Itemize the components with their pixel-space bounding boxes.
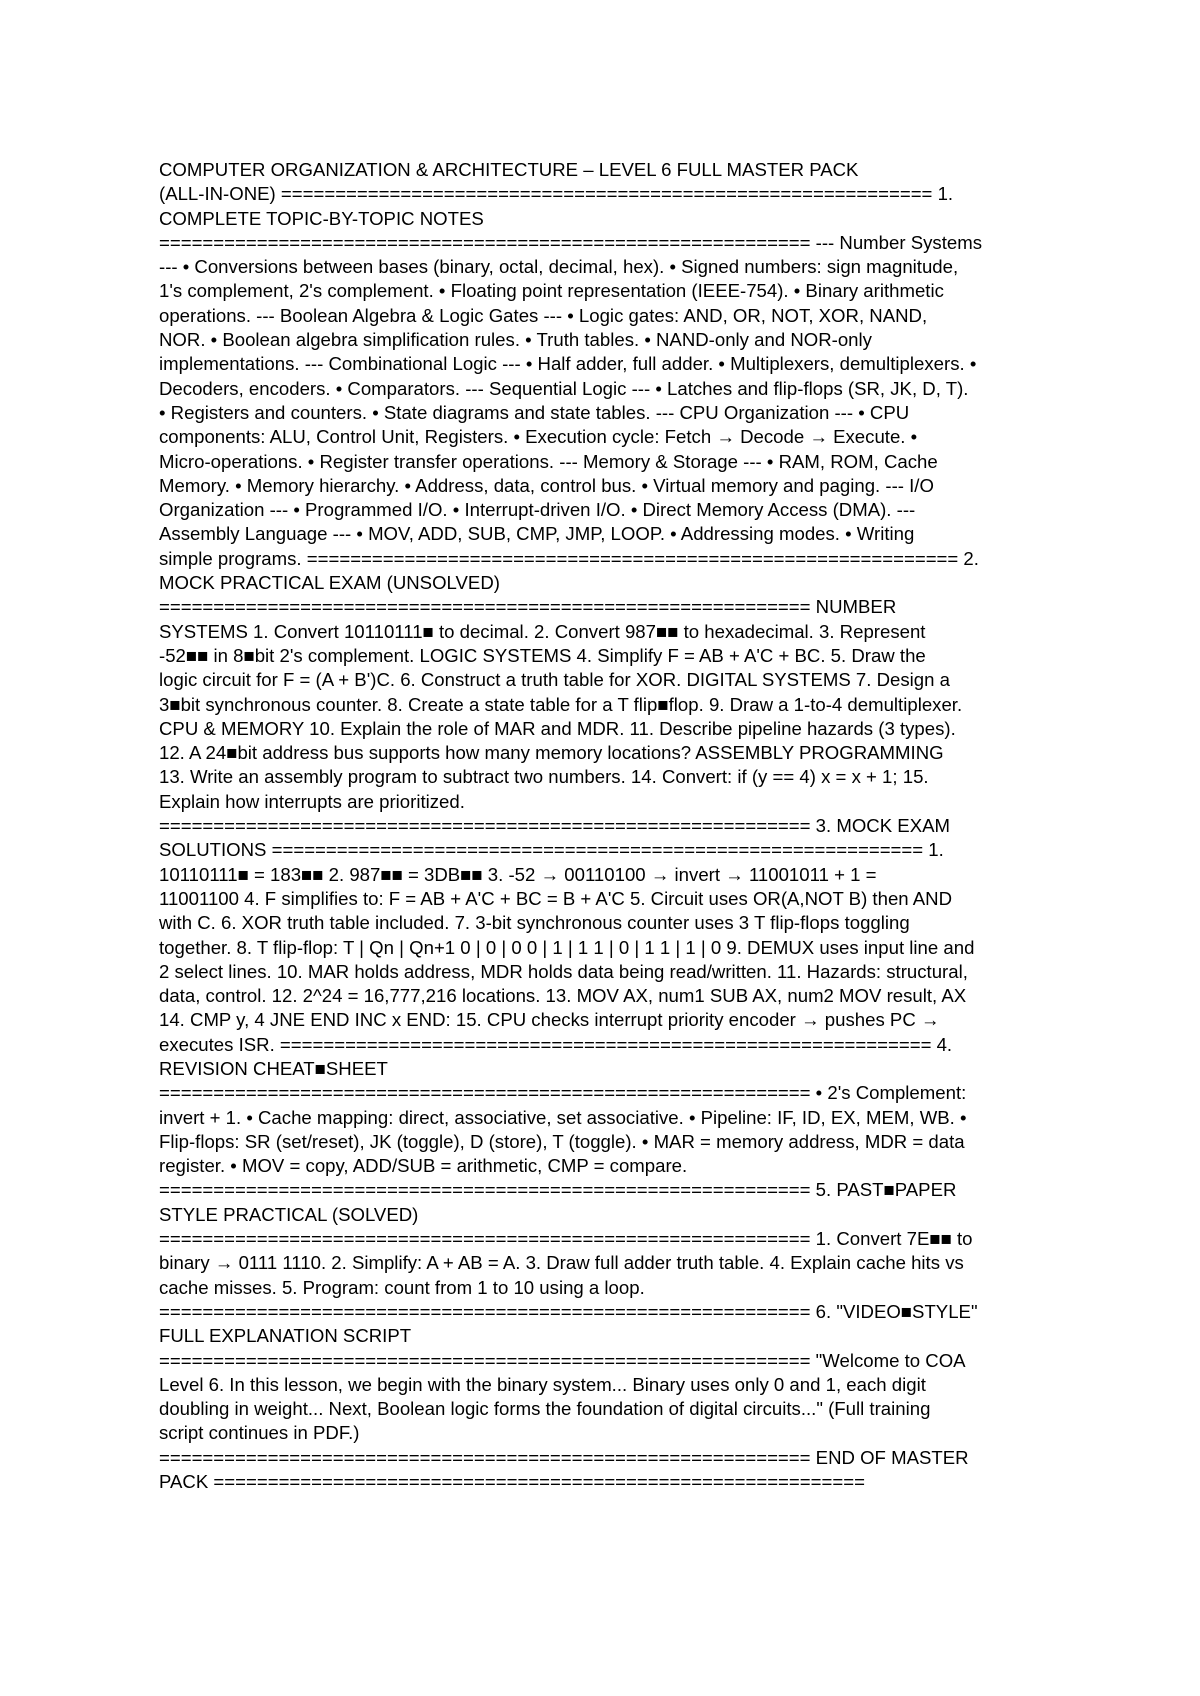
document-line: 10110111■ = 183■■ 2. 987■■ = 3DB■■ 3. -52 → 00110100 → invert → 11001011 + 1 = [159,863,877,885]
document-line: Decoders, encoders. • Comparators. --- Sequential Logic --- • Latches and flip-flops (SR, JK, D, T). [159,377,969,399]
document-line: NOR. • Boolean algebra simplification rules. • Truth tables. • NAND-only and NOR-only [159,329,872,351]
document-line: 14. CMP y, 4 JNE END INC x END: 15. CPU checks interrupt priority encoder → pushes PC → [159,1009,940,1031]
document-line: Explain how interrupts are prioritized. [159,790,465,812]
document-line: implementations. --- Combinational Logic --- • Half adder, full adder. • Multiplexers, demultiplexers. • [159,353,977,375]
document-line: -52■■ in 8■bit 2's complement. LOGIC SYSTEMS 4. Simplify F = AB + A'C + BC. 5. Draw the [159,644,926,666]
document-line: binary → 0111 1110. 2. Simplify: A + AB = A. 3. Draw full adder truth table. 4. Explain cache hits vs [159,1252,964,1274]
document-line: 2 select lines. 10. MAR holds address, MDR holds data being read/written. 11. Hazards: structural, [159,960,968,982]
document-line: components: ALU, Control Unit, Registers. • Execution cycle: Fetch → Decode → Execute. • [159,426,918,448]
document-body [159,158,1059,1494]
document-line: 12. A 24■bit address bus supports how many memory locations? ASSEMBLY PROGRAMMING [159,742,944,764]
document-line: SOLUTIONS ============================================================ 1. [159,839,944,861]
document-line: with C. 6. XOR truth table included. 7. 3-bit synchronous counter uses 3 T flip-flops toggling [159,912,910,934]
document-line: ============================================================ --- Number Systems [159,231,983,253]
document-line: STYLE PRACTICAL (SOLVED) [159,1203,419,1225]
document-line: data, control. 12. 2^24 = 16,777,216 locations. 13. MOV AX, num1 SUB AX, num2 MOV result, AX [159,985,967,1007]
document-line: 3■bit synchronous counter. 8. Create a state table for a T flip■flop. 9. Draw a 1-to-4 demultiplexer. [159,693,963,715]
document-line: 1's complement, 2's complement. • Floating point representation (IEEE-754). • Binary arithmetic [159,280,944,302]
document-line: ============================================================ 5. PAST■PAPER [159,1179,957,1201]
document-line: Assembly Language --- • MOV, ADD, SUB, CMP, JMP, LOOP. • Addressing modes. • Writing [159,523,915,545]
document-line: Organization --- • Programmed I/O. • Interrupt-driven I/O. • Direct Memory Access (DMA). --- [159,499,916,521]
document-line: ============================================================ "Welcome to COA [159,1349,966,1371]
document-line: ============================================================ 6. "VIDEO■STYLE" [159,1300,978,1322]
document-line: Memory. • Memory hierarchy. • Address, data, control bus. • Virtual memory and paging. --- I/O [159,474,934,496]
document-line: (ALL-IN-ONE) ============================================================ 1. [159,183,954,205]
document-line: ============================================================ END OF MASTER [159,1446,969,1468]
document-line: simple programs. ============================================================ 2. [159,547,979,569]
document-line: Level 6. In this lesson, we begin with the binary system... Binary uses only 0 and 1, each digit [159,1373,926,1395]
document-line: ============================================================ 1. Convert 7E■■ to [159,1228,973,1250]
document-line: invert + 1. • Cache mapping: direct, associative, set associative. • Pipeline: IF, ID, EX, MEM, WB. • [159,1106,967,1128]
document-line: • Registers and counters. • State diagrams and state tables. --- CPU Organization --- • CPU [159,401,910,423]
document-line: Micro-operations. • Register transfer operations. --- Memory & Storage --- • RAM, ROM, Cache [159,450,938,472]
document-line: executes ISR. ============================================================ 4. [159,1033,953,1055]
document-line: together. 8. T flip-flop: T | Qn | Qn+1 0 | 0 | 0 0 | 1 | 1 1 | 0 | 1 1 | 1 | 0 9. DEMUX uses input line and [159,936,975,958]
document-line: --- • Conversions between bases (binary, octal, decimal, hex). • Signed numbers: sign magnitude, [159,256,959,278]
document-line: SYSTEMS 1. Convert 10110111■ to decimal. 2. Convert 987■■ to hexadecimal. 3. Represent [159,620,926,642]
document-line: 13. Write an assembly program to subtract two numbers. 14. Convert: if (y == 4) x = x + 1; 15. [159,766,929,788]
document-line: Flip-flops: SR (set/reset), JK (toggle), D (store), T (toggle). • MAR = memory address, MDR = data [159,1130,965,1152]
document-line: FULL EXPLANATION SCRIPT [159,1325,412,1347]
document-line: logic circuit for F = (A + B')C. 6. Construct a truth table for XOR. DIGITAL SYSTEMS 7. Design a [159,669,950,691]
document-line: operations. --- Boolean Algebra & Logic Gates --- • Logic gates: AND, OR, NOT, XOR, NAND, [159,304,928,326]
document-line: ============================================================ NUMBER [159,596,897,618]
document-line: ============================================================ 3. MOCK EXAM [159,815,950,837]
document-line: COMPLETE TOPIC-BY-TOPIC NOTES [159,207,484,229]
document-line: CPU & MEMORY 10. Explain the role of MAR and MDR. 11. Describe pipeline hazards (3 types). [159,717,956,739]
document-line: doubling in weight... Next, Boolean logic forms the foundation of digital circuits..." (Full training [159,1398,931,1420]
document-line: ============================================================ • 2's Complement: [159,1082,967,1104]
document-line: 11001100 4. F simplifies to: F = AB + A'C + BC = B + A'C 5. Circuit uses OR(A,NOT B) then AND [159,887,953,909]
document-line: script continues in PDF.) [159,1422,360,1444]
document-line: MOCK PRACTICAL EXAM (UNSOLVED) [159,572,500,594]
document-line: REVISION CHEAT■SHEET [159,1057,388,1079]
document-line: cache misses. 5. Program: count from 1 to 10 using a loop. [159,1276,645,1298]
document-line: PACK ============================================================ [159,1471,865,1493]
document-line: COMPUTER ORGANIZATION & ARCHITECTURE – LEVEL 6 FULL MASTER PACK [159,159,859,180]
document-line: register. • MOV = copy, ADD/SUB = arithmetic, CMP = compare. [159,1155,688,1177]
